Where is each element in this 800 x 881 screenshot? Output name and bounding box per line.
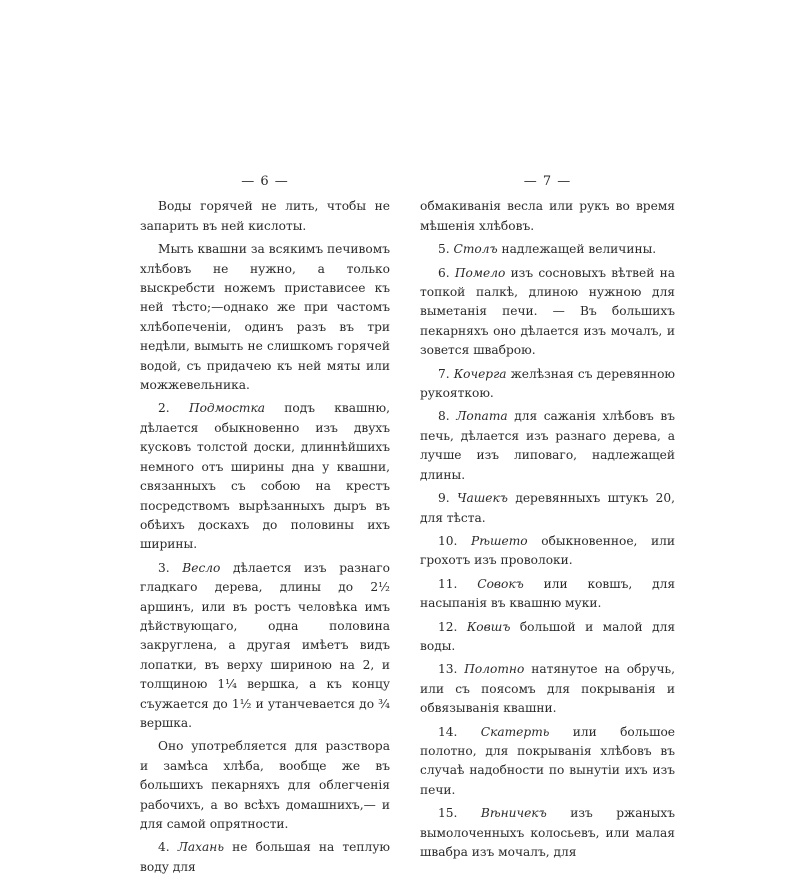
numbered-item bbox=[420, 660, 675, 718]
numbered-item bbox=[420, 489, 675, 528]
item-number: 3. bbox=[158, 560, 170, 575]
paragraph-text: Оно употребляется для разствора и замѣса хлѣба, вообще же въ большихъ пекарняхъ для облегченія рабочихъ, а во всѣхъ домашнихъ,— и для самой опрятности. bbox=[140, 739, 390, 831]
paragraph bbox=[140, 197, 390, 236]
paragraph-text: Воды горячей не лить, чтобы не запарить въ ней кислоты. bbox=[140, 199, 390, 233]
item-term: Лопата bbox=[456, 409, 508, 424]
numbered-item bbox=[420, 723, 675, 801]
paragraph bbox=[140, 737, 390, 834]
paragraph-text: большой и малой для воды. bbox=[420, 619, 676, 653]
item-number: 8. bbox=[438, 409, 450, 424]
page-number: — 7 — bbox=[523, 174, 572, 189]
numbered-item bbox=[140, 559, 390, 734]
item-number: 13. bbox=[438, 662, 458, 677]
item-term: Ковшъ bbox=[466, 619, 511, 634]
page-number: — 6 — bbox=[241, 174, 289, 189]
item-number: 11. bbox=[438, 576, 458, 591]
numbered-item bbox=[420, 365, 675, 404]
numbered-item bbox=[420, 264, 675, 361]
paragraph-text: надлежащей величины. bbox=[501, 242, 657, 257]
item-number: 9. bbox=[438, 491, 450, 506]
paragraph-text: Мыть квашни за всякимъ печивомъ хлѣбовъ не нужно, а только выскребсти ножемъ пристависее къ ней тѣсто;—однако же при частомъ хлѣбопеченіи, одинъ разъ въ три недѣли, вымыть не слишкомъ горячей водой, съ придачею къ ней мяты или можжевельника. bbox=[140, 242, 390, 393]
paragraph-text: изъ сосновыхъ вѣтвей на топкой палкѣ, длиною нужною для выметанія печи. — Въ большихъ пекарняхъ оно дѣлается изъ мочалъ, и зовется шваброю. bbox=[420, 265, 676, 358]
item-term: Помело bbox=[454, 265, 506, 280]
numbered-item bbox=[140, 399, 390, 554]
item-term: Чашекъ bbox=[457, 491, 508, 506]
item-number: 15. bbox=[438, 806, 458, 821]
item-term: Лахань bbox=[177, 840, 224, 855]
paragraph-text: изъ ржаныхъ вымолоченныхъ колосьевъ, или малая швабра изъ мочалъ, для bbox=[420, 806, 675, 859]
item-number: 12. bbox=[438, 619, 458, 634]
paragraph-text: натянутое на обручь, или съ поясомъ для покрыванія и обвязыванія квашни. bbox=[420, 662, 676, 716]
paragraph bbox=[420, 197, 675, 236]
paragraph-text: желѣзная съ деревянною рукояткою. bbox=[420, 366, 676, 401]
item-term: Рѣшето bbox=[471, 533, 528, 548]
item-number: 4. bbox=[158, 840, 170, 855]
paragraph-text: подъ квашню, дѣлается обыкновенно изъ двухъ кусковъ толстой доски, длиннѣйшихъ немного отъ ширины дна у квашни, связанныхъ съ собою на крестъ посредствомъ вырѣзанныхъ дыръ въ обѣихъ доскахъ до половины ихъ ширины. bbox=[140, 401, 390, 552]
paragraph-text: не большая на теплую воду для bbox=[140, 840, 391, 874]
paragraph-text: для сажанія хлѣбовъ въ печь, дѣлается изъ разнаго дерева, а лучше изъ липоваго, надлежащей длины. bbox=[420, 409, 675, 482]
numbered-item bbox=[420, 618, 675, 657]
item-term: Совокъ bbox=[477, 576, 524, 591]
item-term: Весло bbox=[182, 560, 221, 575]
numbered-item bbox=[140, 838, 390, 877]
paragraph-text: или большое полотно, для покрыванія хлѣбовъ въ случаѣ надобности по вынутіи ихъ изъ печи. bbox=[420, 724, 676, 797]
paragraph-text: деревянныхъ штукъ 20, для тѣста. bbox=[420, 491, 676, 525]
item-term: Вѣничекъ bbox=[480, 806, 547, 821]
item-term: Кочерга bbox=[453, 366, 507, 381]
item-number: 5. bbox=[438, 242, 450, 257]
item-term: Столъ bbox=[453, 242, 498, 257]
right-page-text bbox=[420, 197, 675, 862]
item-number: 6. bbox=[438, 265, 450, 280]
item-number: 7. bbox=[438, 366, 450, 381]
paragraph-text: или ковшъ, для насыпанія въ квашню муки. bbox=[420, 576, 676, 611]
item-number: 14. bbox=[438, 724, 458, 739]
paragraph bbox=[140, 240, 390, 395]
numbered-item bbox=[420, 407, 675, 485]
item-term: Скатерть bbox=[480, 724, 550, 739]
paragraph-text: обыкновенное, или грохотъ изъ проволоки. bbox=[420, 533, 676, 568]
right-page bbox=[420, 172, 675, 866]
paragraph-text: обмакиванія весла или рукъ во время мѣшенія хлѣбовъ. bbox=[420, 199, 675, 233]
item-number: 2. bbox=[158, 401, 170, 416]
numbered-item bbox=[420, 804, 675, 862]
left-page-text bbox=[140, 197, 390, 877]
numbered-item bbox=[420, 240, 675, 259]
item-term: Полотно bbox=[464, 662, 525, 677]
paragraph-text: дѣлается изъ разнаго гладкаго дерева, длины до 2½ аршинъ, или въ ростъ человѣка имъ дѣйствующаго, одна половина закруглена, а другая имѣетъ видъ лопатки, въ верху шириною на 2, и толщиною 1¼ вершка, а къ концу съужается до 1½ и утанчевается до ¾ вершка. bbox=[140, 560, 391, 730]
item-number: 10. bbox=[438, 533, 458, 548]
left-page bbox=[140, 172, 390, 881]
numbered-item bbox=[420, 532, 675, 571]
item-term: Подмостка bbox=[188, 401, 265, 416]
numbered-item bbox=[420, 575, 675, 614]
